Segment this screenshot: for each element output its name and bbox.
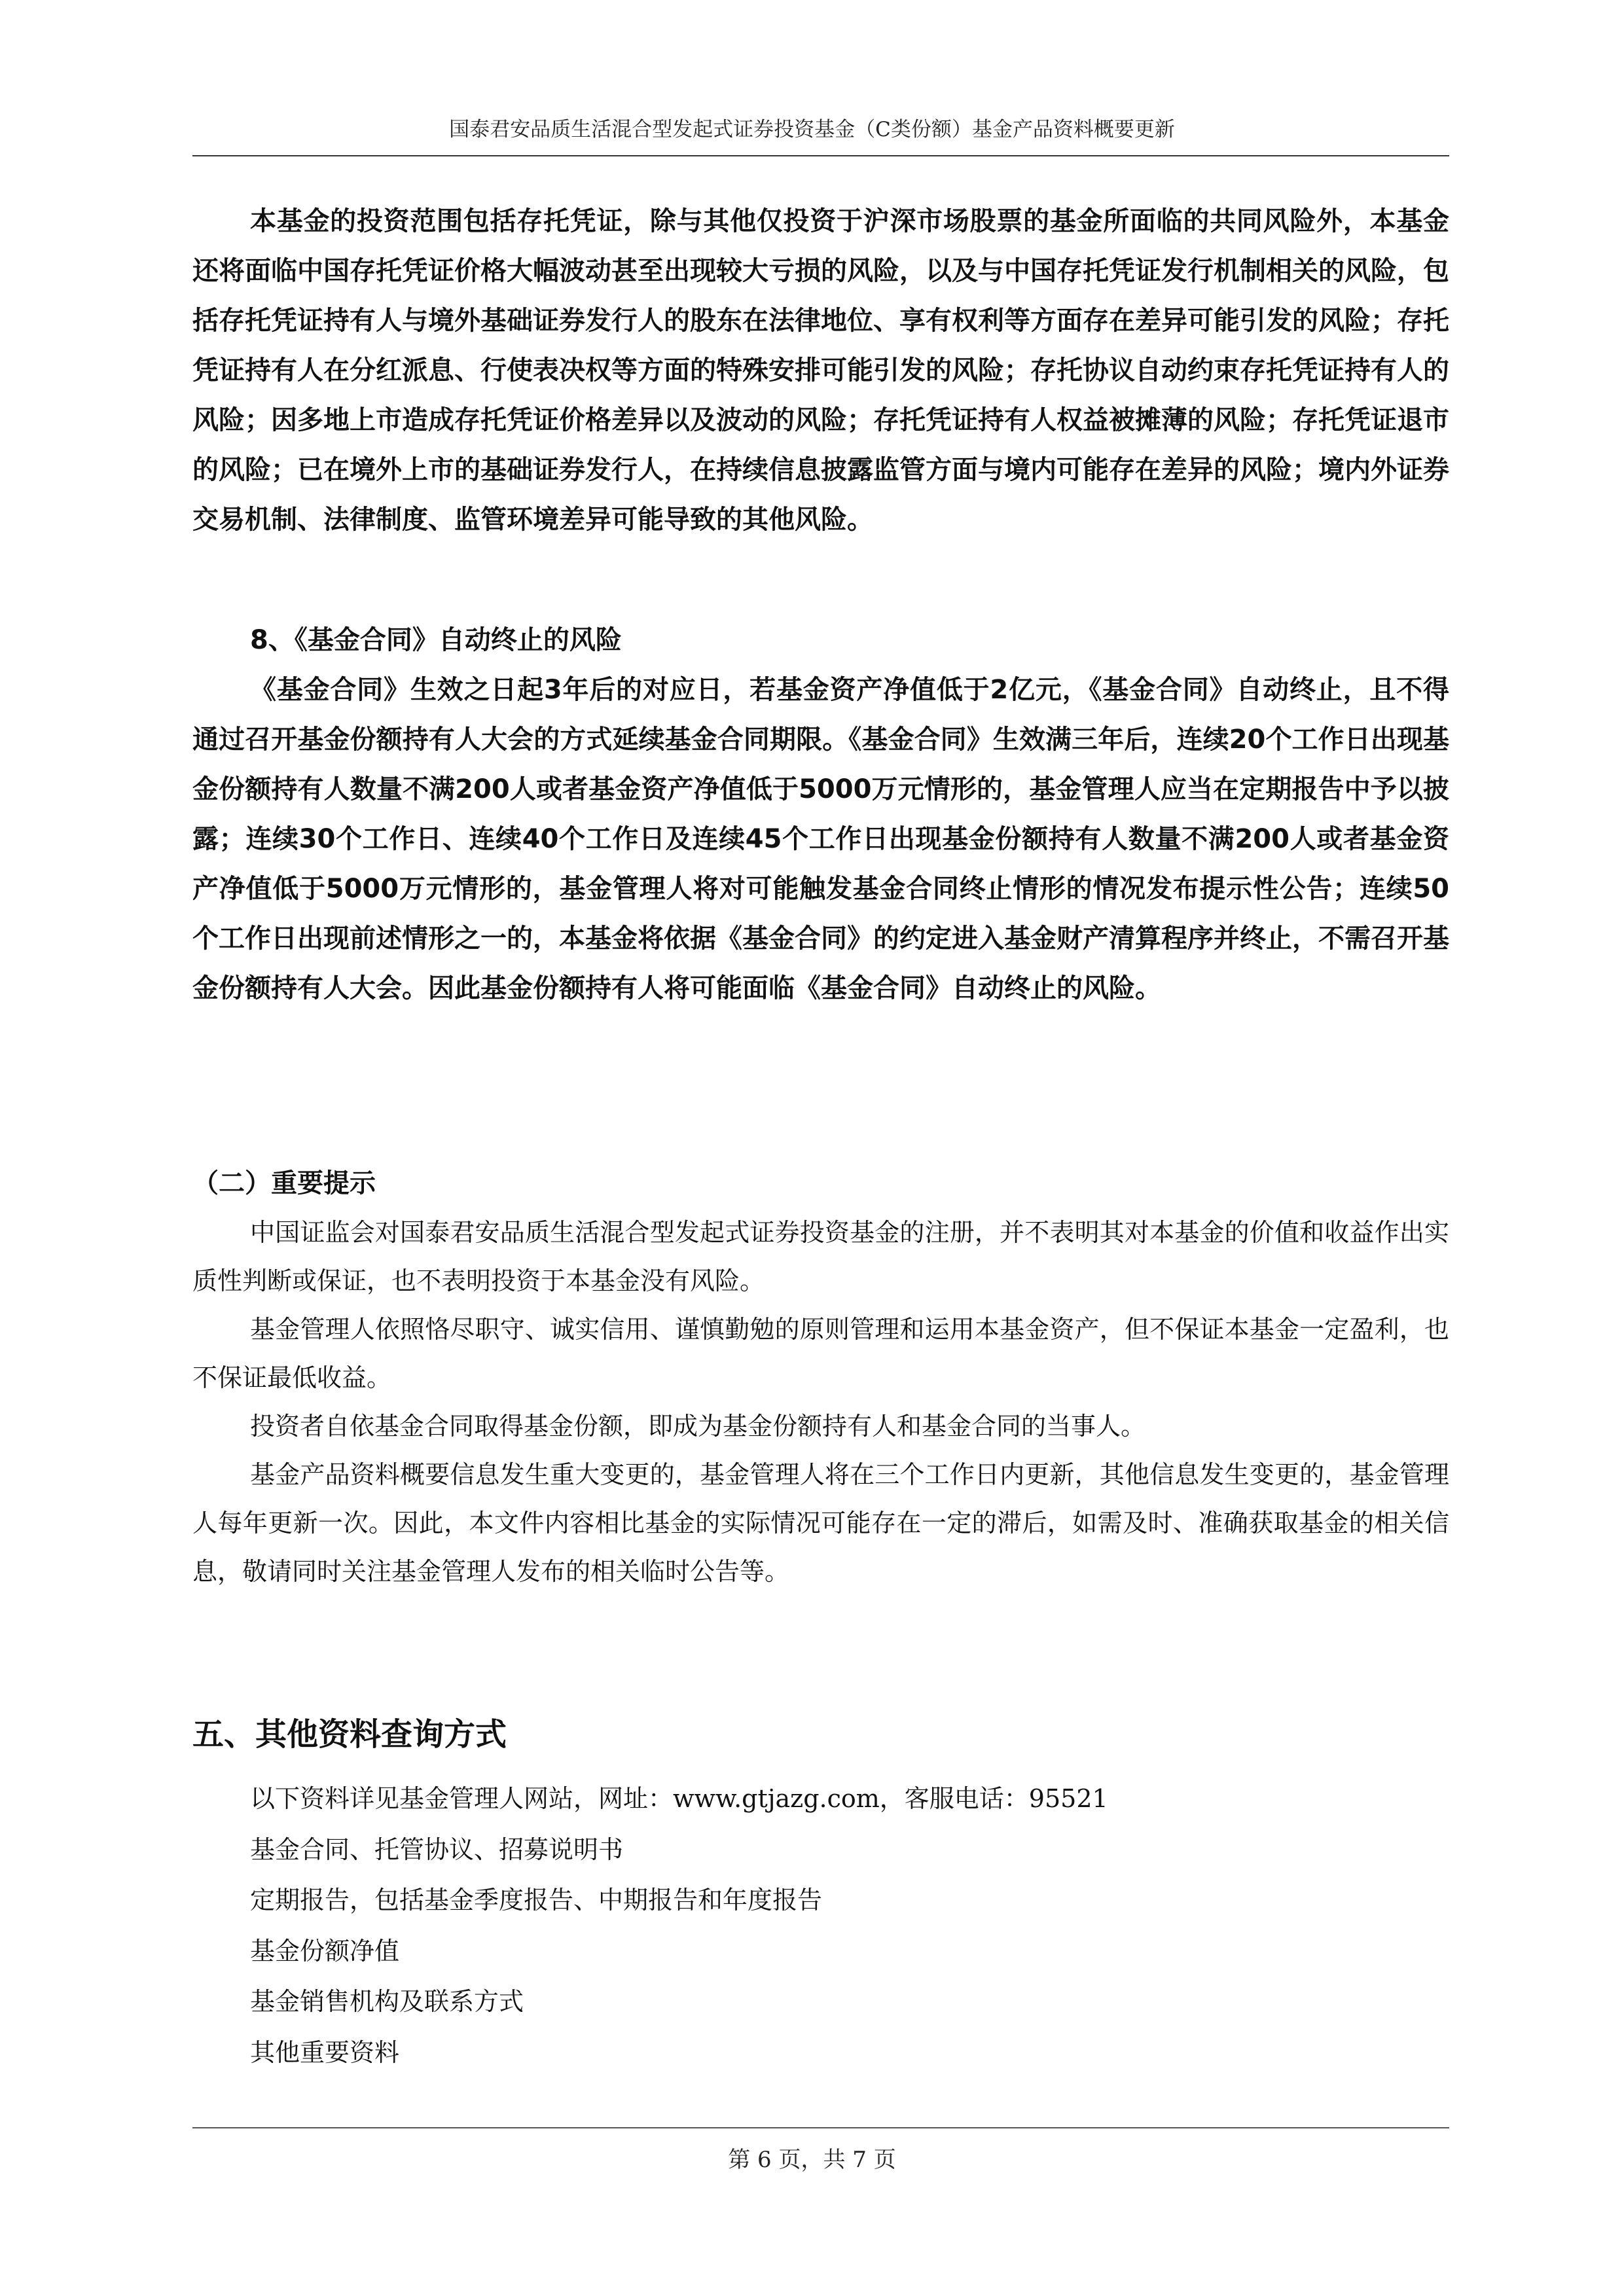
section-5-heading: 五、其他资料查询方式 — [192, 1716, 507, 1753]
document-header-title: 国泰君安品质生活混合型发起式证券投资基金（C类份额）基金产品资料概要更新 — [449, 118, 1175, 141]
footer-rule — [192, 2127, 1449, 2128]
list-item: 基金销售机构及联系方式 — [250, 1987, 524, 2016]
notice-paragraph-1: 中国证监会对国泰君安品质生活混合型发起式证券投资基金的注册，并不表明其对本基金的价值和收益作出实质性判断或保证，也不表明投资于本基金没有风险。 — [192, 1218, 1449, 1295]
list-item: 定期报告，包括基金季度报告、中期报告和年度报告 — [250, 1886, 823, 1914]
termination-risk-paragraph: 《基金合同》生效之日起3年后的对应日，若基金资产净值低于2亿元，《基金合同》自动终止，且不得通过召开基金份额持有人大会的方式延续基金合同期限。《基金合同》生效满三年后，连续20个工作日出现基金份额持有人数量不满200人或者基金资产净值低于5000万元情形的，基金管理人应当在定期报告中予以披露；连续30个工作日、连续40个工作日及连续45个工作日出现基金份额持有人数量不满200人或者基金资产净值低于5000万元情形的，基金管理人将对可能触发基金合同终止情形的情况发布提示性公告；连续50个工作日出现前述情形之一的，本基金将依据《基金合同》的约定进入基金财产清算程序并终止，不需召开基金份额持有人大会。因此基金份额持有人将可能面临《基金合同》自动终止的风险。 — [192, 675, 1449, 1003]
risk-depository-paragraph: 本基金的投资范围包括存托凭证，除与其他仅投资于沪深市场股票的基金所面临的共同风险外，本基金还将面临中国存托凭证价格大幅波动甚至出现较大亏损的风险，以及与中国存托凭证发行机制相关的风险，包括存托凭证持有人与境外基础证券发行人的股东在法律地位、享有权利等方面存在差异可能引发的风险；存托凭证持有人在分红派息、行使表决权等方面的特殊安排可能引发的风险；存托协议自动约束存托凭证持有人的风险；因多地上市造成存托凭证价格差异以及波动的风险；存托凭证持有人权益被摊薄的风险；存托凭证退市的风险；已在境外上市的基础证券发行人，在持续信息披露监管方面与境内可能存在差异的风险；境内外证券交易机制、法律制度、监管环境差异可能导致的其他风险。 — [192, 206, 1449, 535]
notice-paragraph-3: 投资者自依基金合同取得基金份额，即成为基金份额持有人和基金合同的当事人。 — [250, 1412, 1146, 1441]
header-rule — [192, 155, 1449, 156]
list-item: 基金合同、托管协议、招募说明书 — [250, 1835, 624, 1864]
notice-paragraph-2: 基金管理人依照恪尽职守、诚实信用、谨慎勤勉的原则管理和运用本基金资产，但不保证本基金一定盈利，也不保证最低收益。 — [192, 1315, 1449, 1392]
list-item: 以下资料详见基金管理人网站，网址：www.gtjazg.com，客服电话：95521 — [250, 1784, 1108, 1813]
important-notice-heading: （二）重要提示 — [192, 1168, 376, 1198]
page-number: 第 6 页，共 7 页 — [728, 2147, 896, 2173]
list-item: 其他重要资料 — [250, 2037, 400, 2067]
item8-title: 8、《基金合同》自动终止的风险 — [250, 625, 622, 655]
other-materials-list — [250, 1774, 1108, 2078]
list-item: 基金份额净值 — [250, 1936, 400, 1965]
notice-paragraph-4: 基金产品资料概要信息发生重大变更的，基金管理人将在三个工作日内更新，其他信息发生变更的，基金管理人每年更新一次。因此，本文件内容相比基金的实际情况可能存在一定的滞后，如需及时、准确获取基金的相关信息，敬请同时关注基金管理人发布的相关临时公告等。 — [192, 1460, 1449, 1586]
